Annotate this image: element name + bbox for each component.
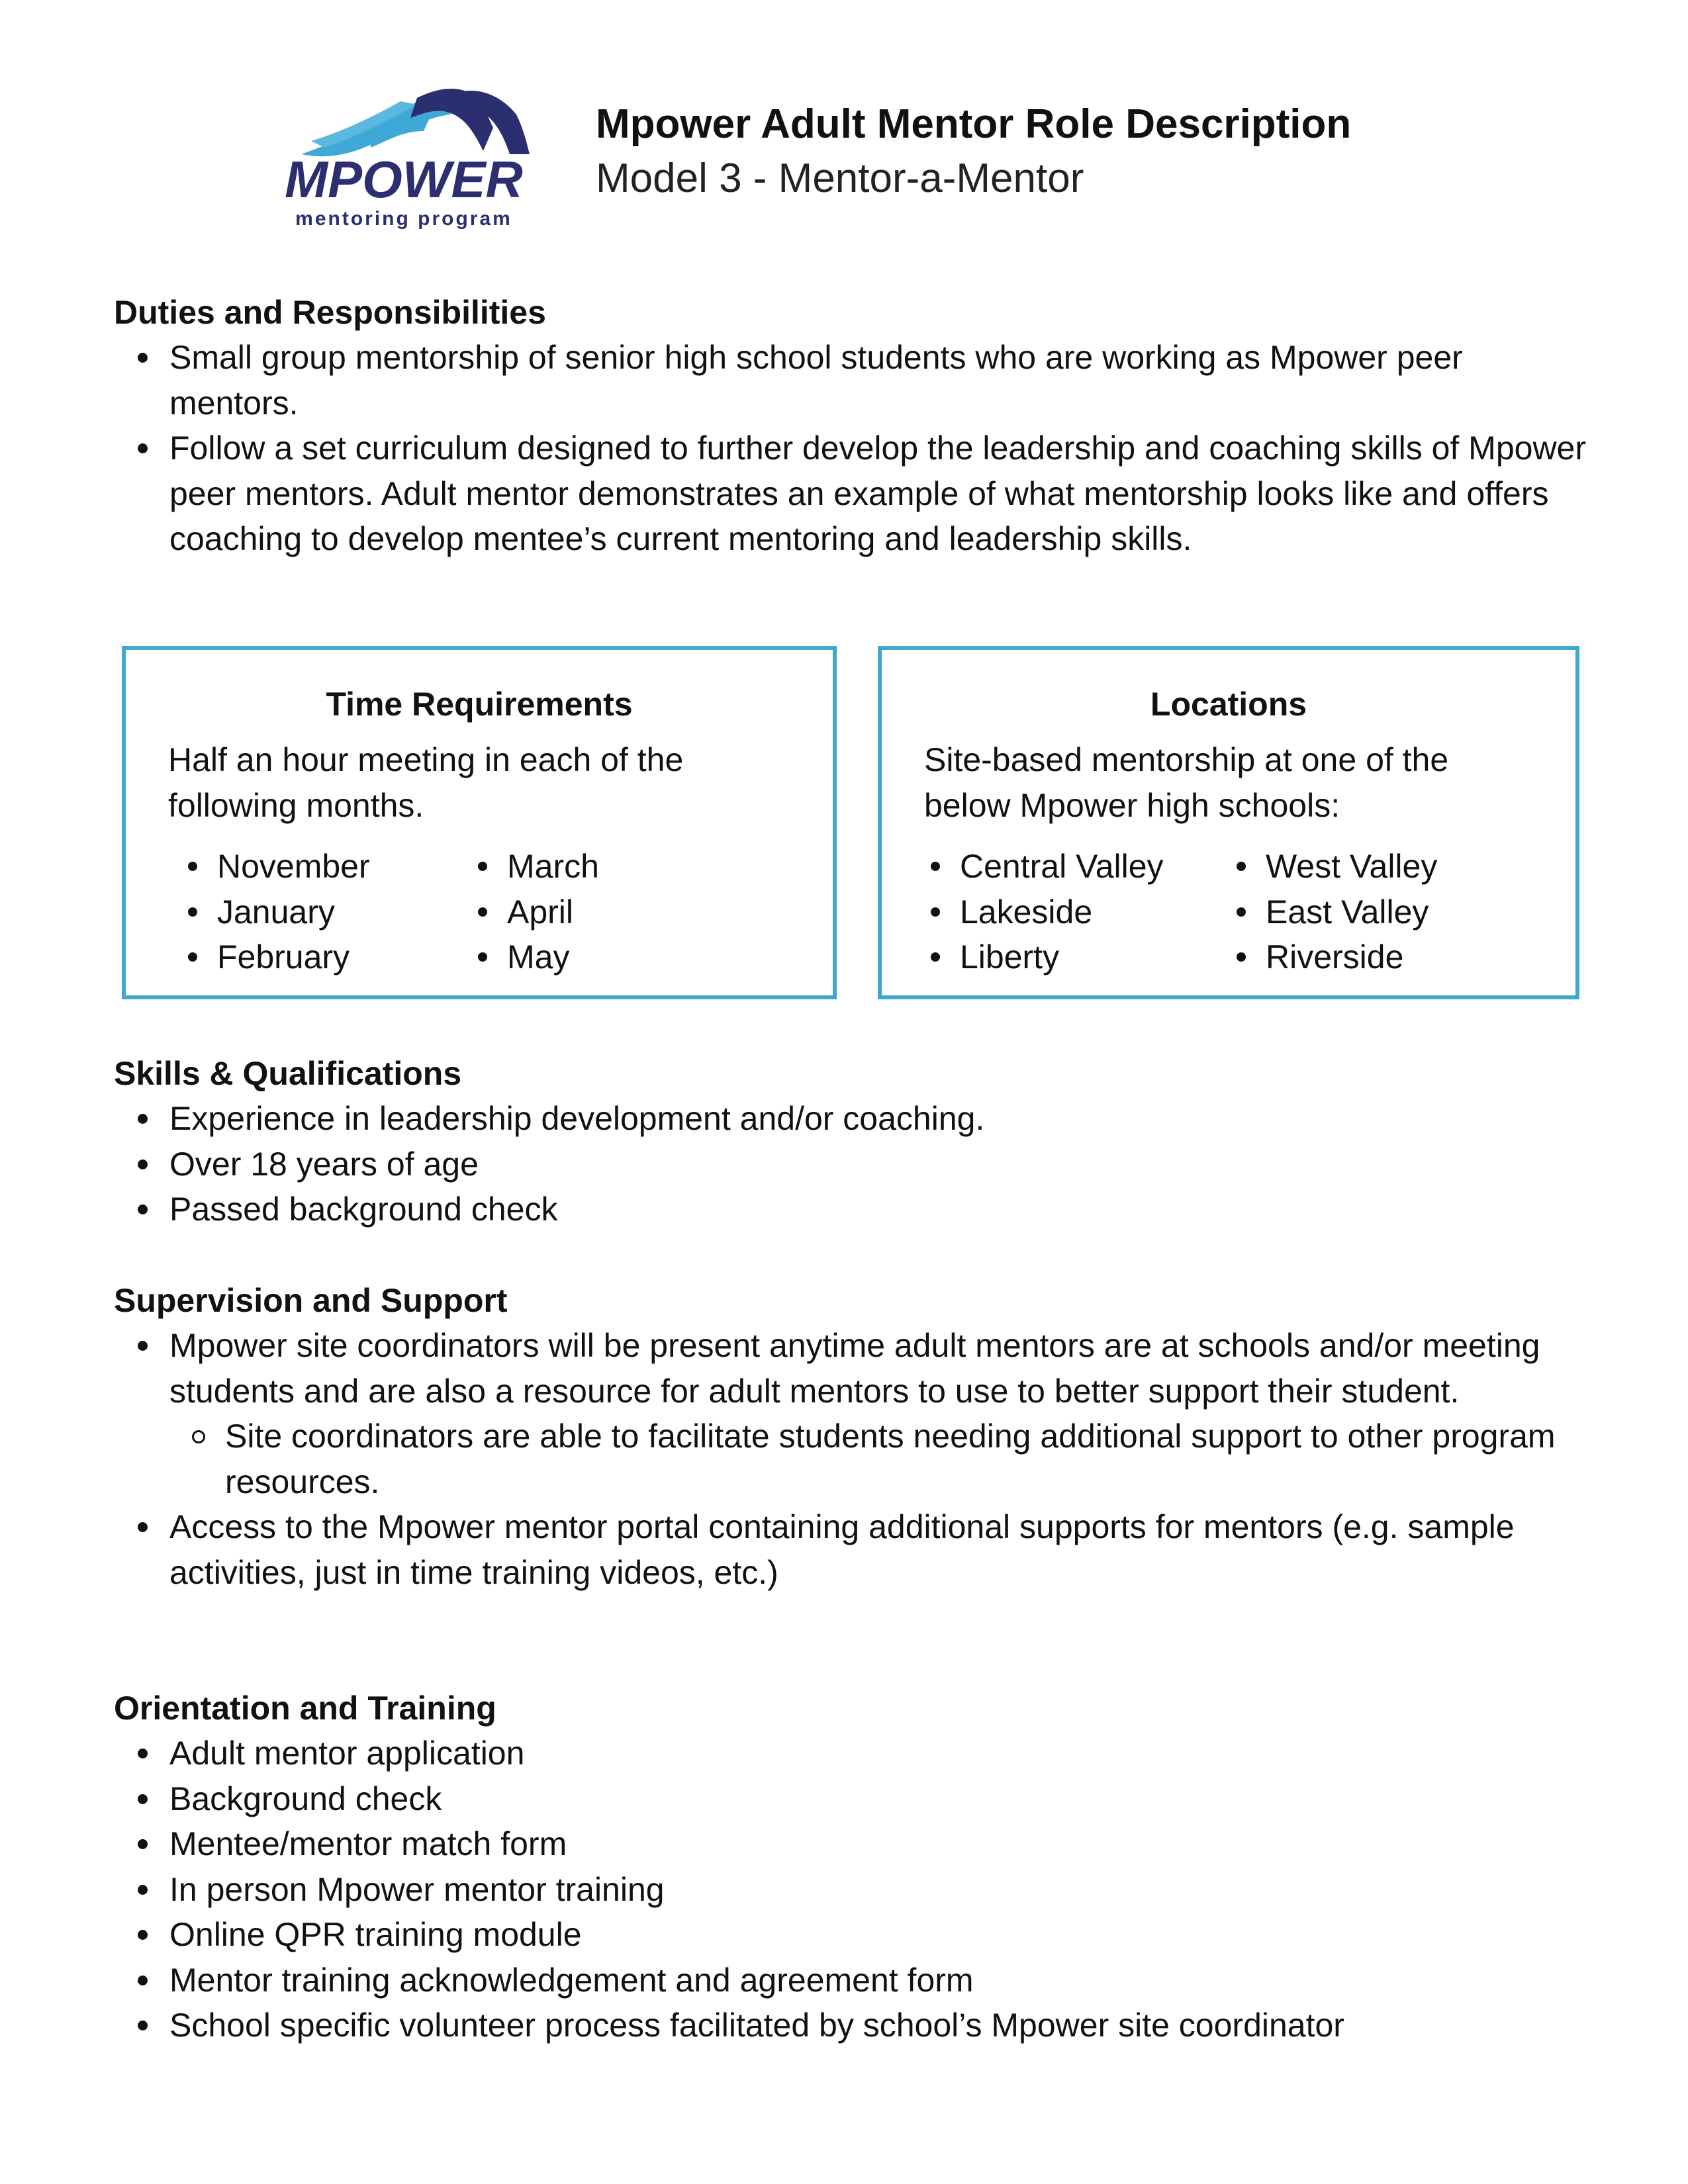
list-item: Over 18 years of age [114,1142,1597,1187]
page-title: Mpower Adult Mentor Role Description [596,101,1352,147]
list-item: Riverside [1230,934,1437,980]
list-item: Online QPR training module [114,1912,1597,1958]
skills-list [114,1096,1597,1232]
months-column-1 [181,844,370,980]
mpower-logo [265,78,543,237]
list-item: November [181,844,370,889]
time-requirements-text: Half an hour meeting in each of the following months. [168,741,684,824]
list-item: School specific volunteer process facilitated by school’s Mpower site coordinator [114,2003,1597,2048]
section-heading-duties: Duties and Responsibilities [114,294,546,331]
list-item: In person Mpower mentor training [114,1867,1597,1913]
orientation-list [114,1731,1597,2048]
supervision-sublist [169,1414,1597,1504]
title-block [596,98,1351,206]
list-item: Liberty [924,934,1164,980]
sub-list-item: Site coordinators are able to facilitate students needing additional support to other program resources. [169,1414,1597,1504]
logo-tagline: mentoring program [295,208,512,230]
list-item: East Valley [1230,889,1437,935]
time-requirements-title: Time Requirements [326,686,633,723]
list-item: Small group mentorship of senior high school students who are working as Mpower peer mentors. [114,335,1597,426]
list-item: Lakeside [924,889,1164,935]
list-item: May [471,934,599,980]
duties-list [114,335,1597,562]
document-header [265,78,1523,237]
list-item: Access to the Mpower mentor portal containing additional supports for mentors (e.g. sample activities, just in time training videos, etc.) [114,1504,1597,1595]
list-item: Central Valley [924,844,1164,889]
list-item: Experience in leadership development and/or coaching. [114,1096,1597,1142]
time-requirements-box [122,646,837,999]
skills-section [114,1051,1597,1232]
list-item: West Valley [1230,844,1437,889]
list-item [114,1323,1597,1504]
section-heading-supervision: Supervision and Support [114,1282,508,1319]
months-list [126,844,833,983]
list-item: April [471,889,599,935]
section-heading-orientation: Orientation and Training [114,1690,496,1727]
supervision-section [114,1278,1597,1595]
schools-column-2 [1230,844,1437,980]
page-subtitle: Model 3 - Mentor-a-Mentor [596,156,1084,201]
list-item: Background check [114,1776,1597,1822]
list-item: Follow a set curriculum designed to further develop the leadership and coaching skills of Mpower peer mentors. Adult mentor demonstrates an example of what mentorship looks like and offers coaching to develop mentee’s current mentoring and leadership skills. [114,426,1597,562]
orientation-section [114,1686,1597,2048]
list-item: February [181,934,370,980]
logo-wordmark: MPOWER [285,150,523,208]
section-heading-skills: Skills & Qualifications [114,1055,462,1092]
list-item: Adult mentor application [114,1731,1597,1776]
list-item: January [181,889,370,935]
list-item: Mentor training acknowledgement and agreement form [114,1958,1597,2003]
locations-title: Locations [1150,686,1307,723]
locations-text: Site-based mentorship at one of the below Mpower high schools: [924,741,1449,824]
supervision-list [114,1323,1597,1595]
months-column-2 [471,844,599,980]
duties-section [114,290,1597,562]
schools-list [882,844,1575,983]
list-item: Mentee/mentor match form [114,1821,1597,1867]
locations-box [878,646,1579,999]
list-item: March [471,844,599,889]
schools-column-1 [924,844,1164,980]
list-item: Passed background check [114,1187,1597,1232]
list-item-text: Mpower site coordinators will be present anytime adult mentors are at schools and/or meeting students and are also a resource for adult mentors to use to better support their student. [169,1327,1540,1410]
